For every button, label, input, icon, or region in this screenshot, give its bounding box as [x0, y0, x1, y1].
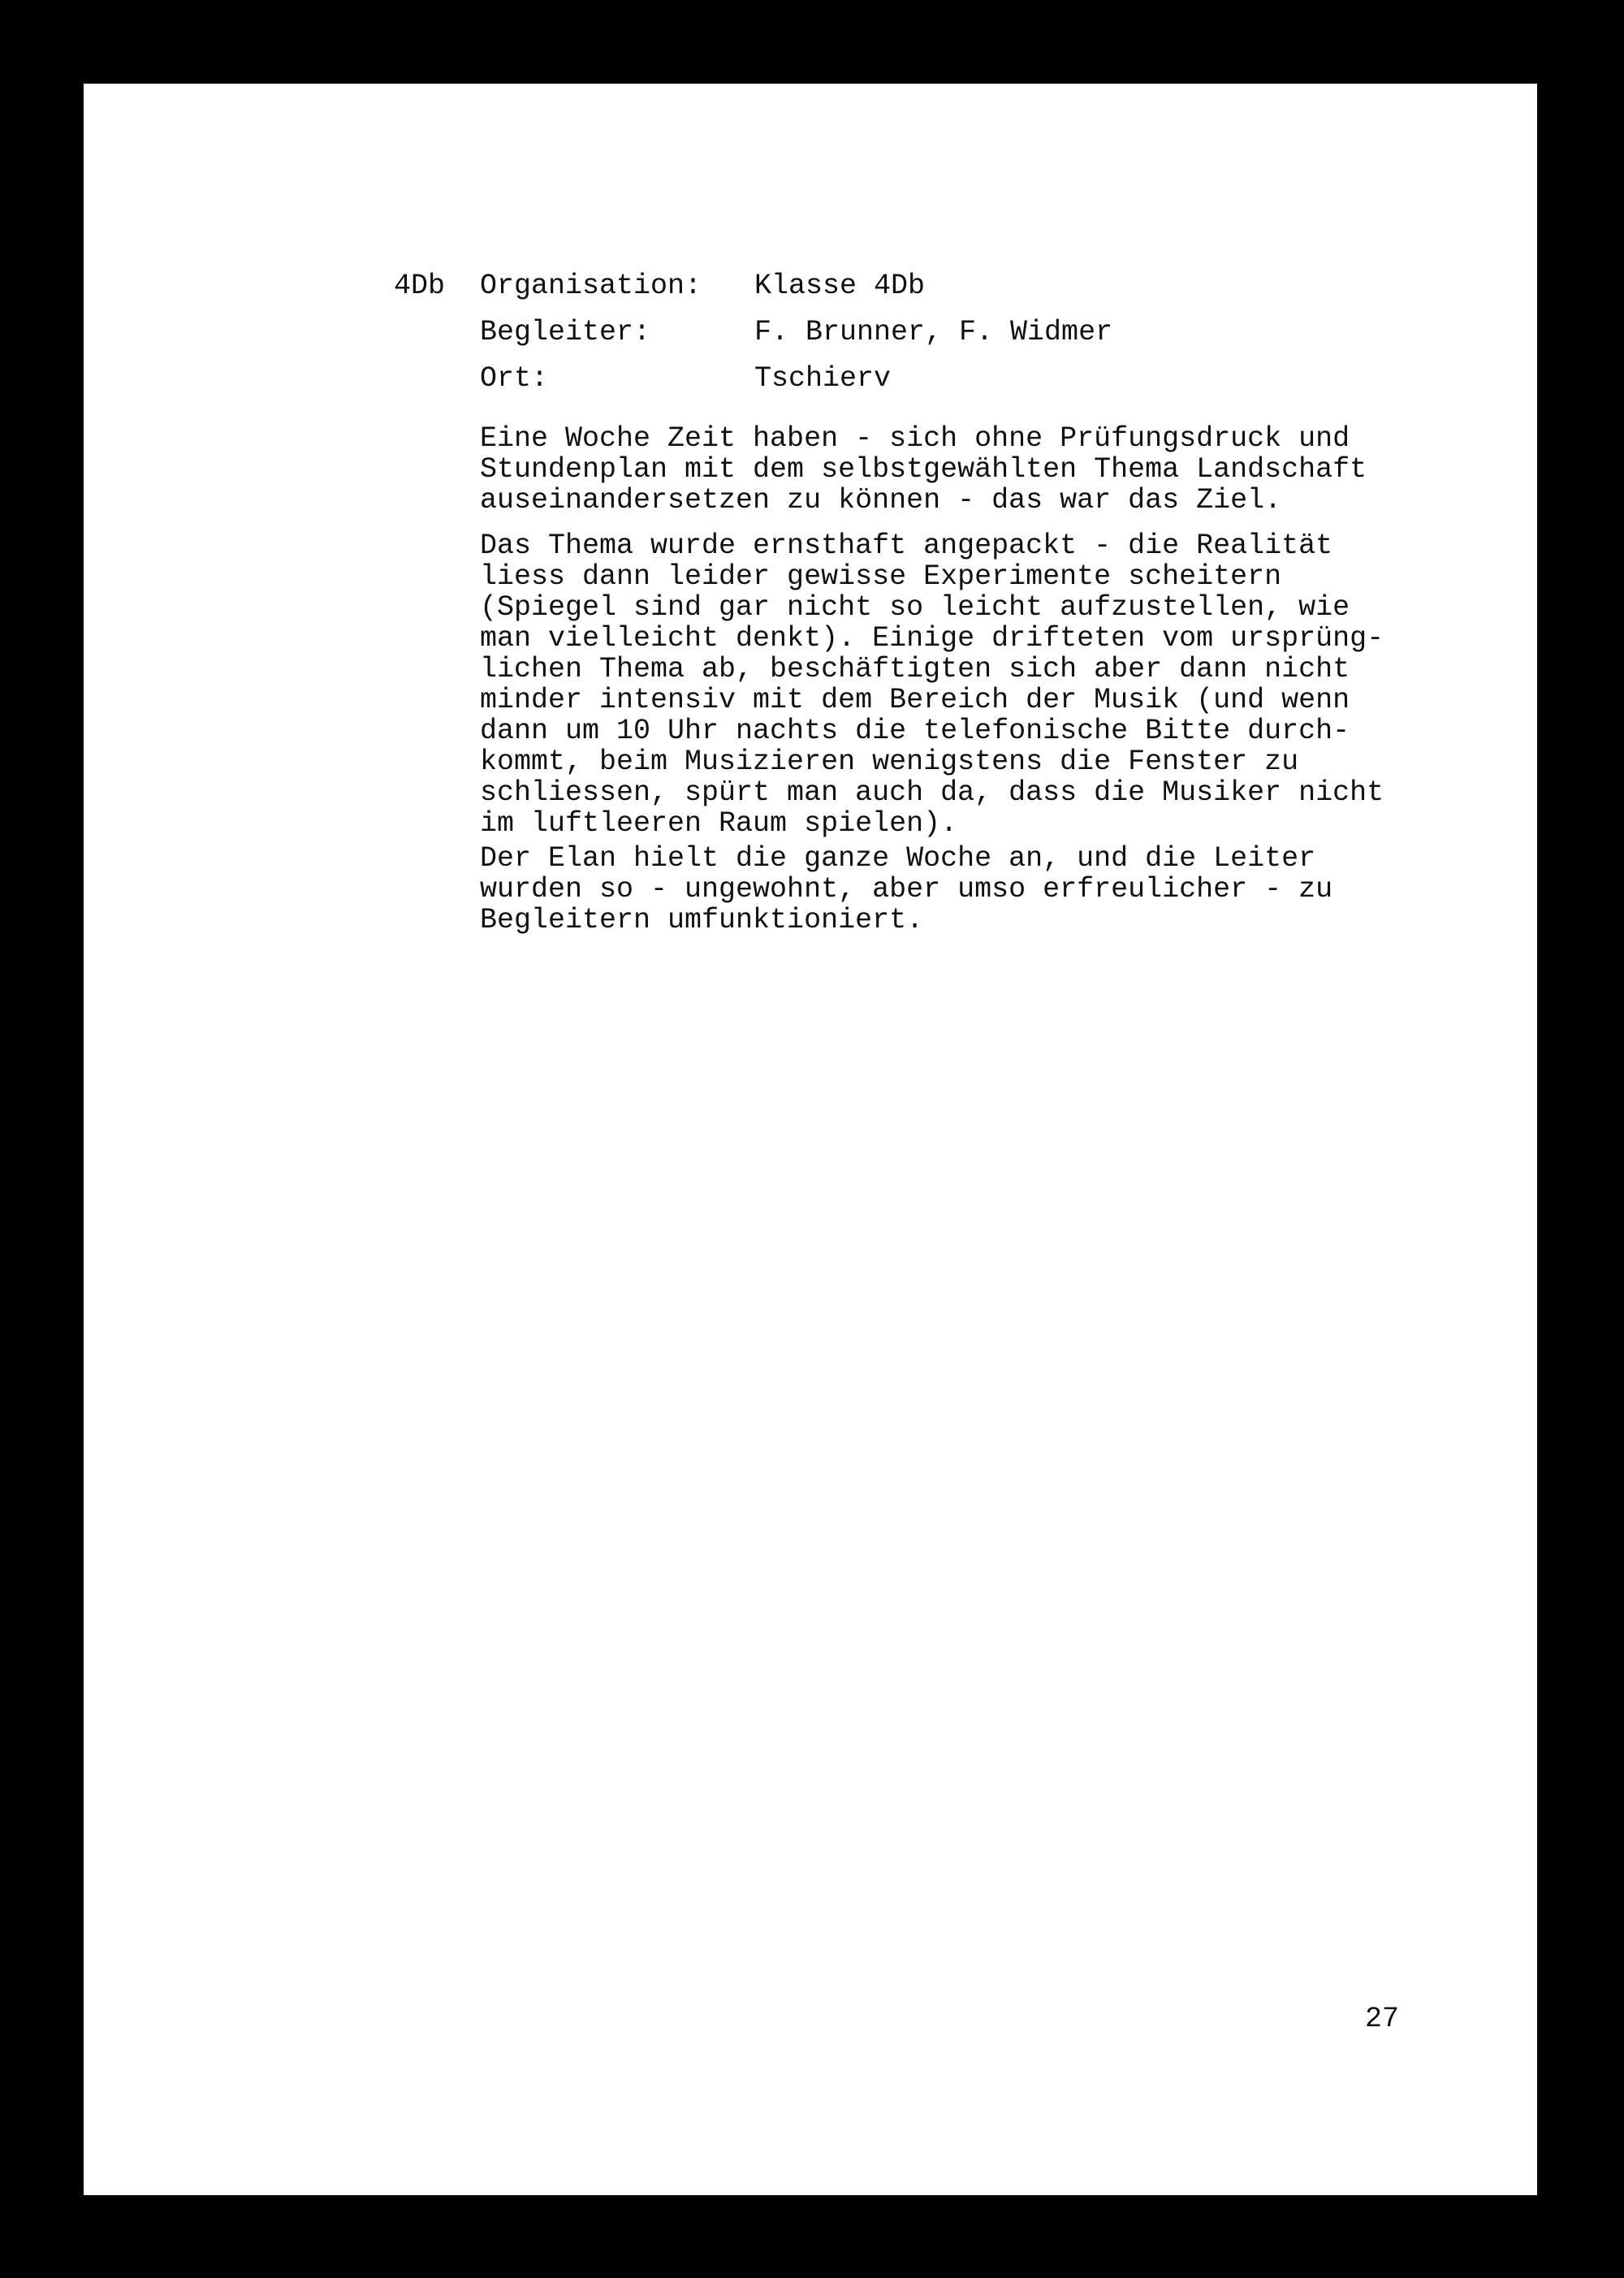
paragraph-line: auseinandersetzen zu können - das war das Ziel.: [480, 484, 1282, 517]
document-page: [84, 84, 1537, 2195]
meta-label: Organisation:: [480, 270, 702, 302]
paragraph-line: Das Thema wurde ernsthaft angepackt - die Realität: [480, 530, 1333, 562]
paragraph-line: dann um 10 Uhr nachts die telefonische Bitte durch-: [480, 715, 1350, 747]
paragraph-1: [480, 423, 1535, 516]
paragraph-line: Stundenplan mit dem selbstgewählten Thema Landschaft: [480, 453, 1367, 486]
paragraph-line: Der Elan hielt die ganze Woche an, und die Leiter: [480, 842, 1316, 875]
meta-label: Begleiter:: [480, 316, 651, 348]
paragraph-line: (Spiegel sind gar nicht so leicht aufzustellen, wie: [480, 591, 1350, 624]
paragraph-line: im luftleeren Raum spielen).: [480, 807, 958, 840]
page-number: 27: [1365, 2003, 1400, 2035]
paragraph-line: man vielleicht denkt). Einige drifteten vom ursprüng-: [480, 622, 1384, 655]
paragraph-line: wurden so - ungewohnt, aber umso erfreulicher - zu: [480, 873, 1333, 906]
paragraph-line: Begleitern umfunktioniert.: [480, 904, 924, 936]
paragraph-line: schliessen, spürt man auch da, dass die Musiker nicht: [480, 776, 1384, 809]
class-code: 4Db: [394, 270, 446, 302]
paragraph-line: minder intensiv mit dem Bereich der Musik (und wenn: [480, 684, 1350, 716]
paragraph-line: lichen Thema ab, beschäftigten sich aber dann nicht: [480, 653, 1350, 685]
meta-label: Ort:: [480, 362, 549, 395]
paragraph-3: [480, 843, 1535, 936]
paragraph-line: Eine Woche Zeit haben - sich ohne Prüfungsdruck und: [480, 422, 1350, 455]
meta-value: Tschierv: [754, 362, 892, 395]
paragraph-line: liess dann leider gewisse Experimente scheitern: [480, 560, 1282, 593]
paragraph-2: [480, 530, 1535, 839]
paragraph-line: kommt, beim Musizieren wenigstens die Fenster zu: [480, 746, 1299, 778]
meta-value: Klasse 4Db: [754, 270, 926, 302]
meta-value: F. Brunner, F. Widmer: [754, 316, 1113, 348]
